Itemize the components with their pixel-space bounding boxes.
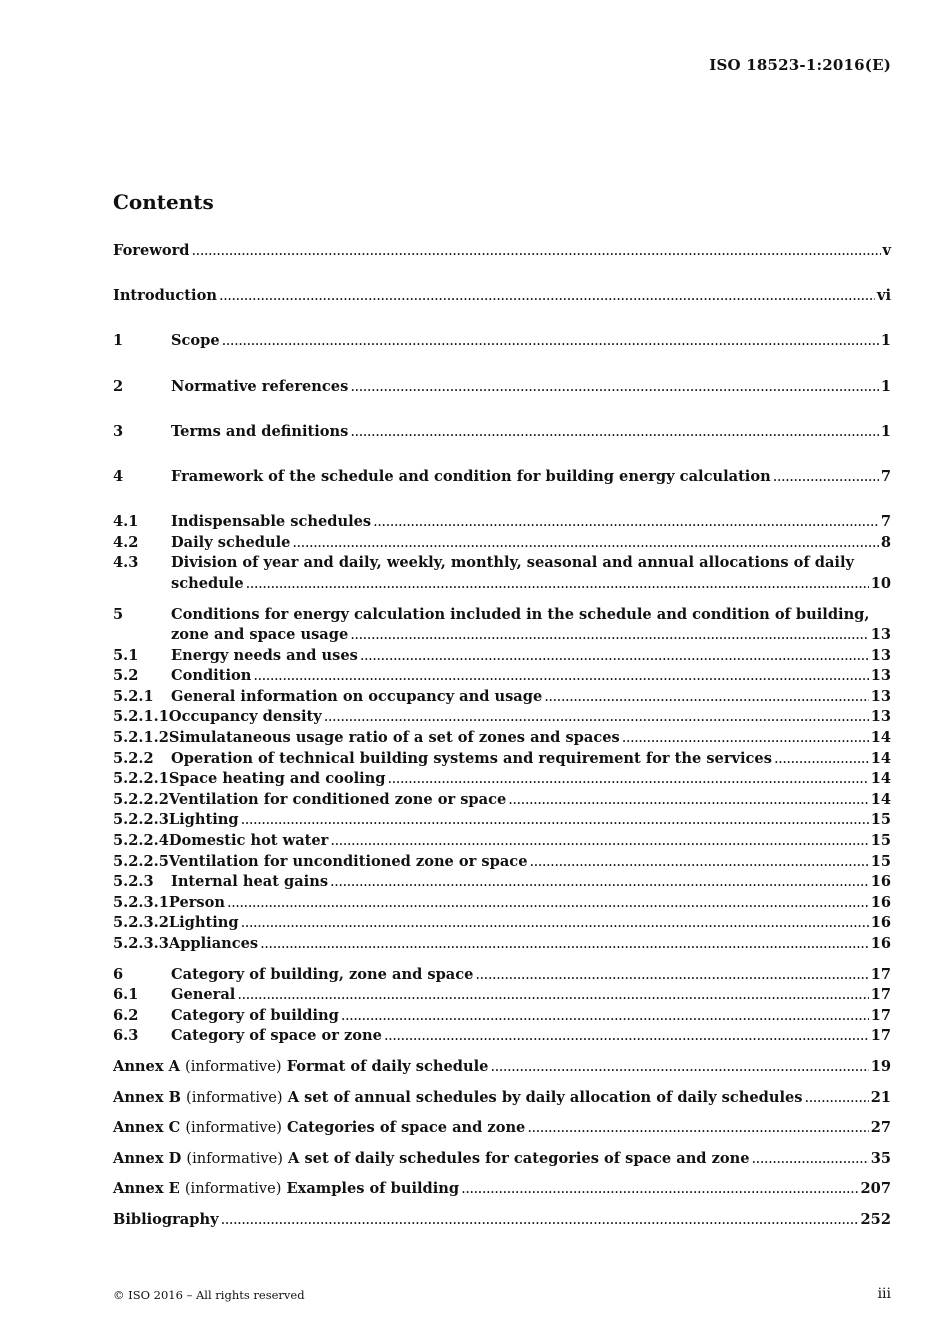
toc-page: 19 <box>870 1057 891 1075</box>
toc-page: 16 <box>870 873 891 891</box>
toc-title: Lighting <box>168 811 239 829</box>
toc-title-line1: Division of year and daily, weekly, monthly, seasonal and annual allocations of daily <box>171 554 854 572</box>
toc-page: 15 <box>870 811 891 829</box>
toc-page: 17 <box>870 1027 891 1045</box>
toc-number: 5.2.3 <box>113 873 154 891</box>
toc-title: Introduction <box>113 287 217 305</box>
toc-entry-5-2-3-1[interactable] <box>113 893 891 914</box>
toc-title: Category of building, zone and space <box>171 965 474 983</box>
toc-leader <box>773 467 879 488</box>
toc-number: 5.2.2.5 <box>113 852 169 870</box>
toc-page: 13 <box>870 626 891 644</box>
toc-page: 13 <box>870 687 891 705</box>
toc-title: Internal heat gains <box>171 873 329 891</box>
toc-title: Daily schedule <box>171 533 291 551</box>
toc-page: 16 <box>870 893 891 911</box>
toc-page: 14 <box>870 790 891 808</box>
toc-entry-5-2-2-5[interactable] <box>113 852 891 873</box>
toc-entry-4-2[interactable] <box>113 533 891 554</box>
toc-title: Categories of space and zone <box>287 1119 526 1137</box>
annex-informative: (informative) <box>186 1149 283 1167</box>
toc-title: Simulataneous usage ratio of a set of zones and spaces <box>168 729 620 747</box>
toc-number: 5.2.2.4 <box>113 832 169 850</box>
toc-entry-5-1[interactable] <box>113 646 891 667</box>
toc-title: Framework of the schedule and condition for building energy calculation <box>171 467 771 485</box>
toc-number: 5.2.2 <box>113 749 154 767</box>
annex-label: Annex B <box>113 1088 181 1106</box>
toc-title: General <box>171 986 236 1004</box>
toc-page: 8 <box>880 533 891 551</box>
toc-title: A set of daily schedules for categories of space and zone <box>288 1149 750 1167</box>
annex-informative: (informative) <box>184 1180 282 1198</box>
toc-leader <box>360 646 869 667</box>
toc-entry-annex-e[interactable] <box>113 1179 891 1200</box>
toc-title: Examples of building <box>286 1180 460 1198</box>
toc-title: Ventilation for conditioned zone or space <box>168 790 507 808</box>
toc-leader <box>350 625 868 646</box>
toc-page: vi <box>876 287 891 305</box>
toc-leader <box>253 666 868 687</box>
toc-title: Indispensable schedules <box>171 513 372 531</box>
toc-number: 4.1 <box>113 513 139 531</box>
toc-page: 13 <box>870 646 891 664</box>
toc-page: 21 <box>870 1088 891 1106</box>
toc-number: 4.3 <box>113 554 139 572</box>
toc-entry-annex-a[interactable] <box>113 1057 891 1078</box>
toc-page: 1 <box>880 422 891 440</box>
toc-leader <box>475 965 868 986</box>
toc-title: Lighting <box>168 914 239 932</box>
toc-entry-4-1[interactable] <box>113 512 891 533</box>
toc-number: 5.2 <box>113 667 139 685</box>
toc-entry-4-3[interactable] <box>113 553 891 594</box>
toc-leader <box>461 1179 858 1200</box>
annex-label: Annex A <box>113 1057 180 1075</box>
toc-title: Space heating and cooling <box>168 770 386 788</box>
toc-leader <box>508 790 868 811</box>
toc-page: 17 <box>870 965 891 983</box>
toc-title-line2: zone and space usage <box>171 626 349 644</box>
toc-title: Normative references <box>171 377 349 395</box>
toc-leader <box>191 241 880 262</box>
toc-number: 5.1 <box>113 646 139 664</box>
toc-leader <box>341 1006 869 1027</box>
toc-entry-1[interactable] <box>113 331 891 352</box>
toc-entry-2[interactable] <box>113 377 891 398</box>
contents-title: Contents <box>113 190 214 214</box>
toc-page: 1 <box>880 332 891 350</box>
toc-number: 6.2 <box>113 1006 139 1024</box>
toc-leader <box>490 1057 868 1078</box>
toc-page: 252 <box>860 1210 891 1228</box>
annex-label: Annex C <box>113 1119 181 1137</box>
toc-entry-annex-b[interactable] <box>113 1088 891 1109</box>
toc-number: 5.2.1.2 <box>113 729 169 747</box>
toc-page: 1 <box>880 377 891 395</box>
toc-entry-5-2-3[interactable] <box>113 872 891 893</box>
toc-number: 4 <box>113 467 124 485</box>
toc-leader <box>237 985 868 1006</box>
toc-leader <box>387 769 868 790</box>
toc-page: 17 <box>870 1006 891 1024</box>
toc-title-line2: schedule <box>171 574 244 592</box>
toc-leader <box>330 872 869 893</box>
toc-entry-3[interactable] <box>113 422 891 443</box>
toc-page: 10 <box>870 574 891 592</box>
toc-entry-4[interactable] <box>113 467 891 488</box>
toc-entry-6-1[interactable] <box>113 985 891 1006</box>
toc-entry-5-2-2-3[interactable] <box>113 810 891 831</box>
toc-entry-5-2-2-1[interactable] <box>113 769 891 790</box>
table-of-contents <box>113 241 891 1231</box>
toc-number: 5 <box>113 605 124 623</box>
toc-page: 16 <box>870 935 891 952</box>
toc-page: 27 <box>870 1119 891 1137</box>
toc-number: 5.2.1.1 <box>113 708 169 726</box>
toc-leader <box>384 1026 869 1047</box>
annex-label: Annex E <box>113 1180 180 1198</box>
toc-number: 5.2.1 <box>113 687 154 705</box>
toc-entry-5-2-3-2[interactable] <box>113 913 891 934</box>
toc-leader <box>292 533 878 554</box>
toc-number: 5.2.3.1 <box>113 893 169 911</box>
toc-leader <box>622 728 869 749</box>
toc-leader <box>227 893 869 914</box>
toc-page: 7 <box>880 513 891 531</box>
toc-number: 5.2.2.1 <box>113 770 169 788</box>
toc-title: Person <box>168 893 225 911</box>
toc-entry-annex-d[interactable] <box>113 1149 891 1170</box>
toc-page: 15 <box>870 852 891 870</box>
annex-label: Annex D <box>113 1149 182 1167</box>
toc-title: Scope <box>171 332 220 350</box>
toc-page: 35 <box>870 1149 891 1167</box>
toc-leader <box>241 810 869 831</box>
toc-entry-5[interactable] <box>113 605 891 646</box>
annex-informative: (informative) <box>186 1088 283 1106</box>
toc-title: Condition <box>171 667 252 685</box>
toc-entry-bibliography[interactable] <box>113 1210 891 1231</box>
toc-title: Ventilation for unconditioned zone or space <box>168 852 528 870</box>
toc-leader <box>350 422 878 443</box>
toc-entry-6[interactable] <box>113 965 891 986</box>
page-number: iii <box>877 1286 891 1302</box>
toc-leader <box>527 1118 868 1139</box>
toc-leader <box>221 1210 859 1231</box>
toc-title: Appliances <box>168 935 259 952</box>
toc-title: A set of annual schedules by daily allocation of daily schedules <box>287 1088 803 1106</box>
toc-entry-5-2-2-2[interactable] <box>113 790 891 811</box>
toc-number: 5.2.2.2 <box>113 790 169 808</box>
toc-title: Category of building <box>171 1006 339 1024</box>
toc-leader <box>219 286 875 307</box>
toc-leader <box>324 707 869 728</box>
copyright-notice: © ISO 2016 – All rights reserved <box>113 1288 305 1302</box>
toc-leader <box>752 1149 869 1170</box>
toc-entry-5-2-2-4[interactable] <box>113 831 891 852</box>
toc-number: 6.1 <box>113 986 139 1004</box>
toc-leader <box>222 331 879 352</box>
toc-entry-6-3[interactable] <box>113 1026 891 1047</box>
toc-title: Format of daily schedule <box>286 1057 489 1075</box>
toc-leader <box>350 377 879 398</box>
toc-page: 14 <box>870 770 891 788</box>
toc-leader <box>330 831 868 852</box>
annex-informative: (informative) <box>185 1119 282 1137</box>
toc-title-line1: Conditions for energy calculation included in the schedule and condition of building, <box>171 605 870 623</box>
toc-title: Category of space or zone <box>171 1027 382 1045</box>
toc-page: 13 <box>870 667 891 685</box>
toc-number: 6 <box>113 965 124 983</box>
document-id: ISO 18523-1:2016(E) <box>709 56 891 74</box>
toc-number: 3 <box>113 422 124 440</box>
toc-entry-5-2-1-1[interactable] <box>113 707 891 728</box>
toc-page: 16 <box>870 914 891 932</box>
toc-title: Operation of technical building systems and requirement for the services <box>171 749 772 767</box>
toc-title: Occupancy density <box>168 708 322 726</box>
toc-page: 14 <box>870 749 891 767</box>
toc-title: Domestic hot water <box>168 832 329 850</box>
toc-title: Foreword <box>113 242 190 259</box>
toc-number: 1 <box>113 332 124 350</box>
toc-number: 5.2.3.3 <box>113 935 169 952</box>
toc-leader <box>529 852 868 873</box>
toc-entry-5-2-1[interactable] <box>113 687 891 708</box>
toc-title: General information on occupancy and usage <box>171 687 543 705</box>
toc-leader <box>246 574 869 595</box>
toc-entry-annex-c[interactable] <box>113 1118 891 1139</box>
toc-page: 15 <box>870 832 891 850</box>
toc-number: 2 <box>113 377 124 395</box>
toc-title: Energy needs and uses <box>171 646 358 664</box>
toc-entry-5-2[interactable] <box>113 666 891 687</box>
toc-leader <box>774 749 869 770</box>
toc-number: 6.3 <box>113 1027 139 1045</box>
toc-leader <box>260 934 869 955</box>
toc-leader <box>373 512 879 533</box>
toc-number: 4.2 <box>113 533 139 551</box>
toc-page: v <box>882 242 891 259</box>
toc-page: 17 <box>870 986 891 1004</box>
toc-page: 13 <box>870 708 891 726</box>
toc-number: 5.2.3.2 <box>113 914 169 932</box>
toc-number: 5.2.2.3 <box>113 811 169 829</box>
toc-leader <box>805 1088 869 1109</box>
toc-entry-foreword[interactable] <box>113 241 891 262</box>
toc-entry-5-2-2[interactable] <box>113 749 891 770</box>
toc-entry-5-2-3-3[interactable] <box>113 934 891 955</box>
toc-entry-6-2[interactable] <box>113 1006 891 1027</box>
toc-entry-introduction[interactable] <box>113 286 891 307</box>
toc-page: 7 <box>880 467 891 485</box>
toc-title: Terms and definitions <box>171 422 349 440</box>
toc-title: Bibliography <box>113 1210 219 1228</box>
toc-leader <box>241 913 869 934</box>
toc-page: 207 <box>860 1180 891 1198</box>
toc-leader <box>544 687 868 708</box>
annex-informative: (informative) <box>185 1057 282 1075</box>
toc-page: 14 <box>870 729 891 747</box>
toc-entry-5-2-1-2[interactable] <box>113 728 891 749</box>
